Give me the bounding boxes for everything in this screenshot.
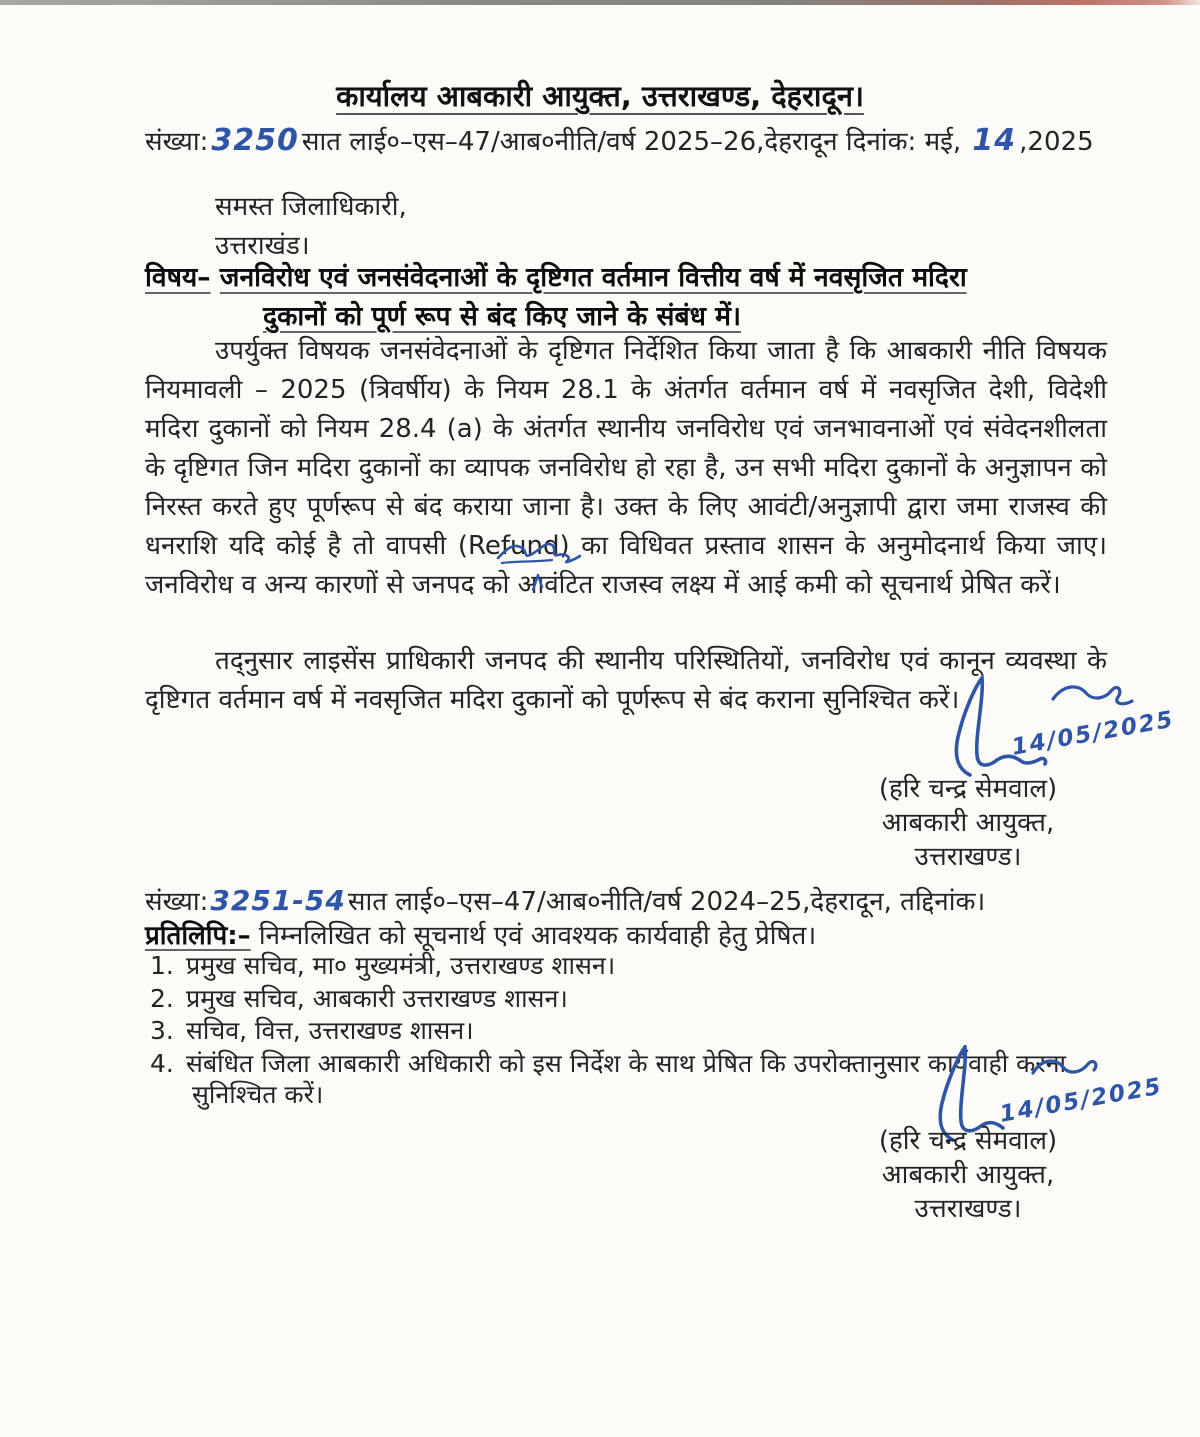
list-item-number: 3. — [150, 1016, 174, 1045]
signatory-block-1 — [843, 772, 1093, 874]
body-paragraph-2: तद्नुसार लाइसेंस प्राधिकारी जनपद की स्थानीय परिस्थितियों, जनविरोध एवं कानून व्यवस्था के दृष्टिगत वर्तमान वर्ष में नवसृजित मदिरा दुकानों को पूर्णरूप से बंद कराना सुनिश्चित करें। — [145, 646, 1107, 715]
list-item-text: प्रमुख सचिव, मा० मुख्यमंत्री, उत्तराखण्ड शासन। — [186, 951, 616, 980]
list-item-number: 1. — [150, 951, 174, 980]
office-title — [0, 76, 1200, 115]
list-item — [150, 950, 1115, 982]
addressee-line1: समस्त जिलाधिकारी, — [215, 192, 407, 222]
addressee-line2: उत्तराखंड। — [215, 231, 310, 261]
copy-to-intro: निम्नलिखित को सूचनार्थ एवं आवश्यक कार्यवाही हेतु प्रेषित। — [250, 921, 817, 951]
subject-text-1: जनविरोध एवं जनसंवेदनाओं के दृष्टिगत वर्तमान वित्तीय वर्ष में नवसृजित मदिरा — [219, 262, 967, 293]
signatory-name: (हरि चन्द्र सेमवाल) — [878, 1126, 1058, 1156]
handwritten-ref-number: 3250 — [211, 123, 299, 158]
scan-edge-artifact — [0, 0, 1200, 5]
list-item-text: सचिव, वित्त, उत्तराखण्ड शासन। — [186, 1016, 474, 1045]
ref2-text: सात लाई०–एस–47/आब०नीति/वर्ष 2024–25,देहरादून, तद्दिनांक। — [347, 887, 986, 917]
list-item-text: संबंधित जिला आबकारी अधिकारी को इस निर्देश के साथ प्रेषित कि उपरोक्तानुसार कार्यवाही करना सुनिश्चित करें। — [186, 1048, 1066, 1109]
list-item-number: 2. — [150, 983, 174, 1013]
list-item-number: 4. — [150, 1048, 174, 1078]
body-paragraph-1: उपर्युक्त विषयक जनसंवेदनाओं के दृष्टिगत निर्देशित किया जाता है कि आबकारी नीति विषयक नियमावली – 2025 (त्रिवर्षीय) के नियम 28.1 के अंतर्गत वर्तमान वर्ष में नवसृजित देशी, विदेशी मदिरा दुकानों को नियम 28.4 (a) के अंतर्गत स्थानीय जनविरोध एवं जनभावनाओं एवं संवेदनशीलता के दृष्टिगत जिन मदिरा दुकानों का व्यापक जनविरोध हो रहा है, उन सभी मदिरा दुकानों के अनुज्ञापन को निरस्त करते हुए पूर्णरूप से बंद कराया जाना है। उक्त के लिए आवंटी/अनुज्ञापी द्वारा जमा राजस्व की धनराशि यदि कोई है तो वापसी (Refund) का विधिवत प्रस्ताव शासन के अनुमोदनार्थ किया जाए। जनविरोध व अन्य कारणों से जनपद को आवंटित राजस्व लक्ष्य में आई कमी को सूचनार्थ प्रेषित करें। — [145, 336, 1107, 600]
handwritten-correction-scribble — [494, 536, 586, 570]
signatory-name: (हरि चन्द्र सेमवाल) — [878, 774, 1058, 804]
signatory-region: उत्तराखण्ड। — [914, 1194, 1022, 1224]
ref-year: ,2025 — [1019, 127, 1094, 157]
handwritten-date-day: 14 — [972, 123, 1017, 158]
signature-1-date: 14/05/2025 — [1009, 706, 1177, 761]
subject-line-1 — [145, 258, 967, 294]
signatory-region: उत्तराखण्ड। — [914, 842, 1022, 872]
subject-text-2: दुकानों को पूर्ण रूप से बंद किए जाने के संबंध में। — [263, 301, 741, 332]
signatory-block-2 — [843, 1124, 1093, 1226]
list-item-text: प्रमुख सचिव, आबकारी उत्तराखण्ड शासन। — [186, 983, 568, 1013]
ref2-number-label: संख्या: — [145, 887, 209, 917]
subject-label: विषय– — [145, 262, 211, 293]
copy-to-label: प्रतिलिपि:– — [145, 921, 251, 951]
handwritten-ref2-number: 3251-54 — [210, 884, 346, 917]
ref-text: सात लाई०–एस–47/आब०नीति/वर्ष 2025–26,देहरादून दिनांक: मई, — [301, 127, 962, 157]
reference-line-1 — [145, 122, 1094, 158]
signature-2-date: 14/05/2025 — [997, 1073, 1165, 1128]
insertion-caret-mark — [530, 572, 546, 592]
ref-number-label: संख्या: — [145, 127, 209, 157]
signatory-designation: आबकारी आयुक्त, — [881, 808, 1055, 838]
copy-to-heading — [145, 916, 816, 952]
list-item — [150, 1015, 1115, 1047]
office-title-text: कार्यालय आबकारी आयुक्त, उत्तराखण्ड, देहरादून। — [336, 79, 864, 113]
list-item — [150, 983, 1115, 1015]
subject-line-2 — [263, 297, 741, 333]
addressee-block — [215, 188, 407, 266]
reference-line-2 — [145, 882, 985, 918]
signatory-designation: आबकारी आयुक्त, — [881, 1160, 1055, 1190]
